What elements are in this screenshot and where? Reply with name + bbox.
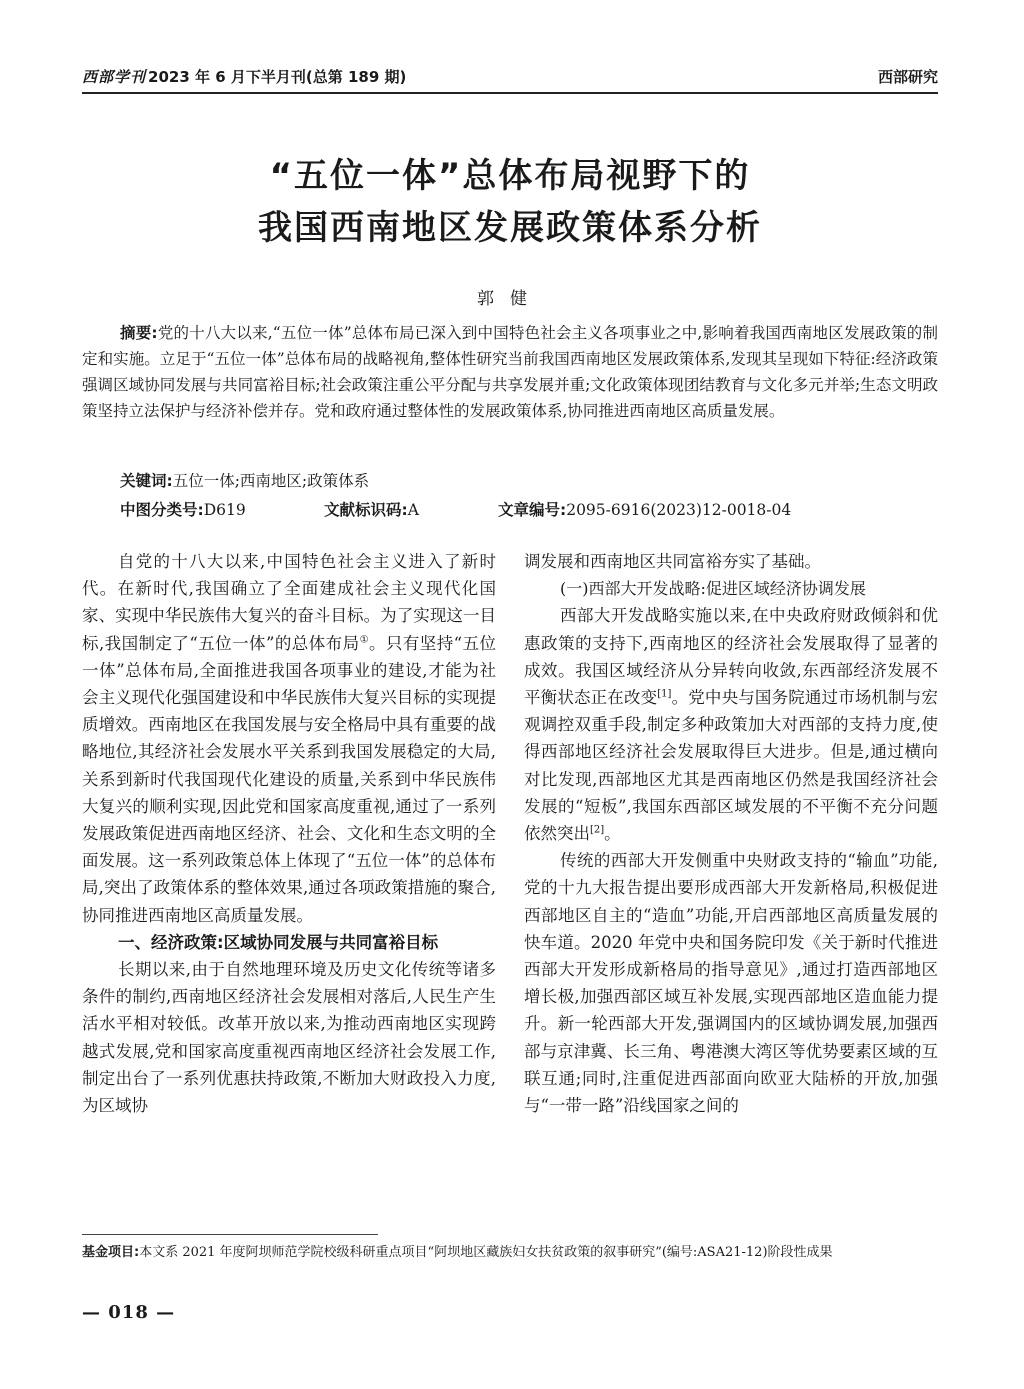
body-column-left (82, 548, 496, 1119)
journal-logo: 西部学刊 (82, 68, 147, 86)
author-name: 郭健 (477, 289, 543, 309)
doc-code-value: A (407, 501, 419, 519)
doc-code-label: 文献标识码: (324, 501, 408, 519)
paragraph-text: 自党的十八大以来,中国特色社会主义进入了新时代。在新时代,我国确立了全面建成社会主义现代化国家、实现中华民族伟大复兴的奋斗目标。为了实现这一目标,我国制定了“五位一体”的总体布局 (82, 552, 496, 653)
funding-text: 本文系 2021 年度阿坝师范学院校级科研重点项目“阿坝地区藏族妇女扶贫政策的叙事研究”(编号:ASA21-12)阶段性成果 (139, 1245, 833, 1260)
paragraph-text: 西部大开发战略实施以来,在中央政府财政倾斜和优惠政策的支持下,西南地区的经济社会发展取得了显著的成效。我国区域经济从分异转向收敛,东西部经济发展不平衡状态正在改变 (524, 606, 938, 708)
citation-ref: [2] (590, 824, 605, 836)
clc-label: 中图分类号: (120, 501, 204, 519)
article-no-value: 2095-6916(2023)12-0018-04 (566, 501, 792, 519)
keywords-label: 关键词: (120, 472, 173, 490)
keywords (120, 468, 938, 494)
paragraph-text: 。 (604, 824, 621, 844)
footnote-divider (82, 1234, 378, 1235)
abstract-label: 摘要: (120, 324, 158, 342)
paragraph: 传统的西部大开发侧重中央财政支持的“输血”功能,党的十九大报告提出要形成西部大开发新格局,积极促进西部地区自主的“造血”功能,开启西部地区高质量发展的快车道。2020 年党中央和国务院印发《关于新时代推进西部大开发形成新格局的指导意见》,通过打造西部地区增长极,加强西部区域互补发展,实现西部地区造血能力提升。新一轮西部大开发,强调国内的区域协调发展,加强西部与京津冀、长三角、粤港澳大湾区等优势要素区域的互联互通;同时,注重促进西部面向欧亚大陆桥的开放,加强与“一带一路”沿线国家之间的 (524, 851, 938, 1116)
funding-note (82, 1242, 938, 1264)
paragraph-text: 。只有坚持“五位一体”总体布局,全面推进我国各项事业的建设,才能为社会主义现代化强国建设和中华民族伟大复兴目标的实现提质增效。西南地区在我国发展与安全格局中具有重要的战略地位,其经济社会发展水平关系到我国发展稳定的大局,关系到新时代我国现代化建设的质量,关系到中华民族伟大复兴的顺利实现,因此党和国家高度重视,通过了一系列发展政策促进西南地区经济、社会、文化和生态文明的全面发展。这一系列政策总体上体现了“五位一体”的总体布局,突出了政策体系的整体效果,通过各项政策措施的聚合,协同推进西南地区高质量发展。 (82, 633, 496, 925)
section-name: 西部研究 (877, 68, 938, 86)
page-number: — 018 — (82, 1302, 176, 1323)
body-column-right (524, 548, 938, 1119)
article-no-label: 文章编号: (498, 501, 567, 519)
footnote-ref: ① (359, 634, 369, 646)
clc-value: D619 (203, 501, 246, 519)
funding-label: 基金项目: (82, 1245, 140, 1260)
classification-line (120, 497, 938, 523)
article-title (82, 150, 938, 254)
citation-ref: [1] (657, 688, 672, 700)
abstract-text: 党的十八大以来,“五位一体”总体布局已深入到中国特色社会主义各项事业之中,影响着我国西南地区发展政策的制定和实施。立足于“五位一体”总体布局的战略视角,整体性研究当前我国西南地区发展政策体系,发现其呈现如下特征:经济政策强调区域协同发展与共同富裕目标;社会政策注重公平分配与共享发展并重;文化政策体现团结教育与文化多元并举;生态文明政策坚持立法保护与经济补偿并存。党和政府通过整体性的发展政策体系,协同推进西南地区高质量发展。 (82, 324, 938, 420)
abstract (82, 320, 938, 424)
running-header (82, 62, 938, 94)
paragraph: 长期以来,由于自然地理环境及历史文化传统等诸多条件的制约,西南地区经济社会发展相对落后,人民生产生活水平相对较低。改革开放以来,为推动西南地区实现跨越式发展,党和国家高度重视西南地区经济社会发展工作,制定出台了一系列优惠扶持政策,不断加大财政投入力度,为区域协 (82, 960, 496, 1116)
paragraph-continuation: 调发展和西南地区共同富裕夯实了基础。 (524, 552, 821, 571)
subsection-heading-1: (一)西部大开发战略:促进区域经济协调发展 (560, 579, 866, 599)
title-line-1: “五位一体”总体布局视野下的 (269, 156, 751, 196)
header-left (82, 66, 406, 87)
keywords-text: 五位一体;西南地区;政策体系 (172, 472, 370, 490)
paragraph (82, 548, 496, 929)
paragraph (524, 602, 938, 847)
section-heading-1: 一、经济政策:区域协同发展与共同富裕目标 (118, 932, 439, 952)
issue-info: 2023 年 6 月下半月刊(总第 189 期) (148, 68, 407, 86)
title-line-2: 我国西南地区发展政策体系分析 (258, 208, 762, 248)
paragraph-text: 。党中央与国务院通过市场机制与宏观调控双重手段,制定多种政策加大对西部的支持力度,使得西部地区经济社会发展取得巨大进步。但是,通过横向对比发现,西部地区尤其是西南地区仍然是我国经济社会发展的“短板”,我国东西部区域发展的不平衡不充分问题依然突出 (524, 688, 939, 844)
